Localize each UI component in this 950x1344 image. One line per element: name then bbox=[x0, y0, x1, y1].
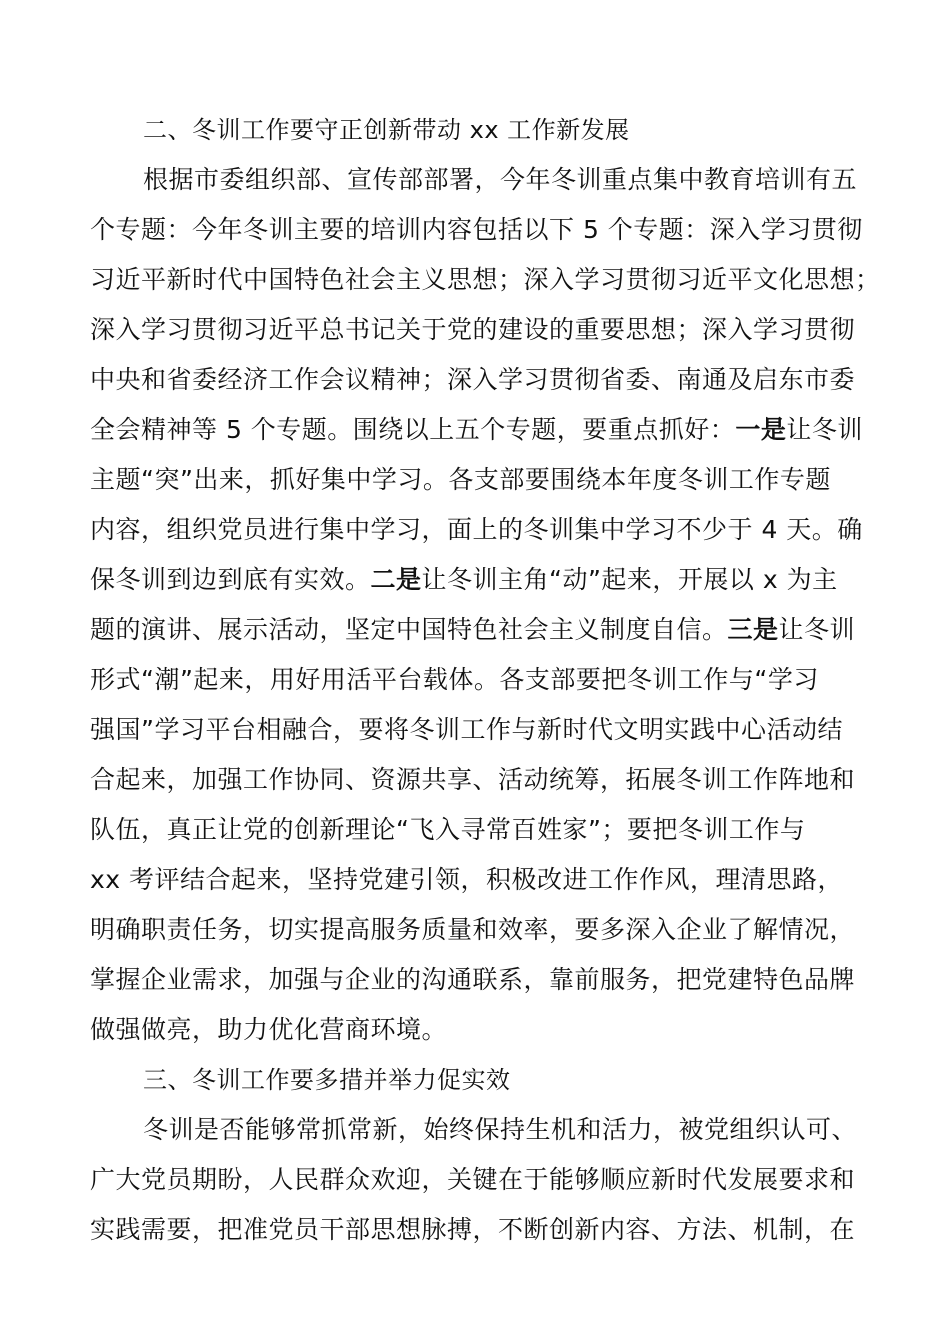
paragraph-line: 深入学习贯彻习近平总书记关于党的建设的重要思想；深入学习贯彻 bbox=[90, 315, 856, 344]
paragraph-line bbox=[90, 405, 870, 455]
text-run: 全会精神等 5 个专题。围绕以上五个专题，要重点抓好： bbox=[90, 415, 736, 444]
paragraph-line: 实践需要，把准党员干部思想脉搏，不断创新内容、方法、机制，在 bbox=[90, 1215, 856, 1244]
text-run: 让冬训 bbox=[778, 615, 856, 644]
paragraph-line: 合起来，加强工作协同、资源共享、活动统筹，拓展冬训工作阵地和 bbox=[90, 765, 856, 794]
paragraph-line: 冬训是否能够常抓常新，始终保持生机和活力，被党组织认可、 bbox=[143, 1115, 858, 1144]
paragraph-line: 主题“突”出来，抓好集中学习。各支部要围绕本年度冬训工作专题 bbox=[90, 465, 831, 494]
paragraph-line bbox=[90, 605, 870, 655]
bold-marker: 一是 bbox=[735, 415, 787, 444]
paragraph-line: 根据市委组织部、宣传部部署，今年冬训重点集中教育培训有五 bbox=[143, 165, 858, 194]
bold-marker: 二是 bbox=[370, 565, 422, 594]
paragraph-line: 中央和省委经济工作会议精神；深入学习贯彻省委、南通及启东市委 bbox=[90, 365, 856, 394]
text-run: 让冬训 bbox=[786, 415, 863, 444]
text-run: 题的演讲、展示活动，坚定中国特色社会主义制度自信。 bbox=[90, 615, 728, 644]
section-heading-3: 三、冬训工作要多措并举力促实效 bbox=[143, 1066, 511, 1094]
section-heading-2: 二、冬训工作要守正创新带动 xx 工作新发展 bbox=[143, 116, 630, 144]
paragraph-line: 形式“潮”起来，用好用活平台载体。各支部要把冬训工作与“学习 bbox=[90, 665, 819, 694]
paragraph-line: 习近平新时代中国特色社会主义思想；深入学习贯彻习近平文化思想； bbox=[90, 265, 881, 294]
paragraph-line: 个专题：今年冬训主要的培训内容包括以下 5 个专题：深入学习贯彻 bbox=[90, 215, 863, 244]
paragraph-line: 明确职责任务，切实提高服务质量和效率，要多深入企业了解情况， bbox=[90, 915, 856, 944]
paragraph-line: xx 考评结合起来，坚持党建引领，积极改进工作作风，理清思路， bbox=[90, 865, 844, 894]
bold-marker: 三是 bbox=[727, 615, 779, 644]
text-run: 保冬训到边到底有实效。 bbox=[90, 565, 371, 594]
paragraph-line: 广大党员期盼，人民群众欢迎，关键在于能够顺应新时代发展要求和 bbox=[90, 1165, 856, 1194]
paragraph-line: 内容，组织党员进行集中学习，面上的冬训集中学习不少于 4 天。确 bbox=[90, 515, 863, 544]
paragraph-line: 掌握企业需求，加强与企业的沟通联系，靠前服务，把党建特色品牌 bbox=[90, 965, 856, 994]
paragraph-line: 队伍，真正让党的创新理论“飞入寻常百姓家”；要把冬训工作与 bbox=[90, 815, 806, 844]
paragraph-line: 做强做亮，助力优化营商环境。 bbox=[90, 1015, 448, 1044]
paragraph-line bbox=[90, 555, 870, 605]
paragraph-line: 强国”学习平台相融合，要将冬训工作与新时代文明实践中心活动结 bbox=[90, 715, 843, 744]
text-run: 让冬训主角“动”起来，开展以 x 为主 bbox=[421, 565, 838, 594]
